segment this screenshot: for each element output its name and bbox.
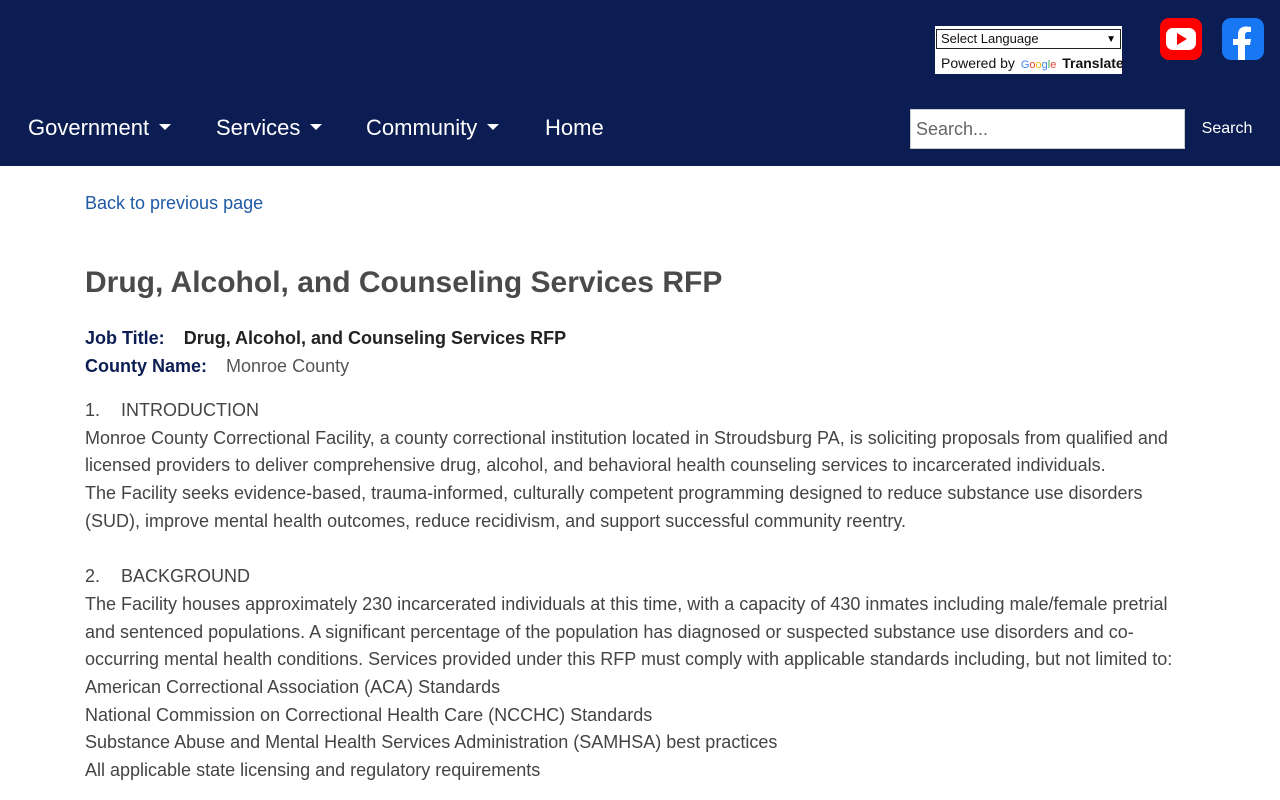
section-number: 1. (85, 400, 101, 420)
nav-item-community[interactable] (366, 108, 499, 148)
job-title-value: Drug, Alcohol, and Counseling Services RFP (183, 328, 567, 348)
caret-down-icon (310, 124, 322, 130)
rfp-body (85, 397, 1195, 785)
county-name-value: Monroe County (226, 356, 350, 376)
page-title: Drug, Alcohol, and Counseling Services RFP (85, 266, 723, 299)
nav-item-home[interactable] (545, 108, 604, 148)
nav-item-services[interactable] (216, 108, 322, 148)
powered-by-google-translate[interactable] (941, 55, 1124, 71)
nav-item-government[interactable] (28, 108, 171, 148)
nav-item-label: Community (366, 115, 478, 140)
language-select-label: Select Language (941, 31, 1039, 46)
section-title: BACKGROUND (121, 566, 251, 587)
section-title: INTRODUCTION (121, 400, 259, 420)
paragraph: Monroe County Correctional Facility, a county correctional institution located in Stroudsburg PA, is soliciting proposals from qualified and licensed providers to deliver comprehensive drug, alcohol, and behavioral health counseling services to incarcerated individuals. (85, 427, 1168, 476)
county-name-row (85, 356, 349, 377)
paragraph: The Facility seeks evidence-based, trauma-informed, culturally competent programming designed to reduce substance use disorders (SUD), improve mental health outcomes, reduce recidivism, and support successful community reentry. (85, 483, 1143, 531)
facebook-icon[interactable] (1222, 18, 1264, 60)
paragraph: All applicable state licensing and regulatory requirements (85, 760, 541, 781)
chevron-down-icon: ▼ (1106, 34, 1116, 45)
main-nav (0, 108, 900, 148)
paragraph: The Facility houses approximately 230 incarcerated individuals at this time, with a capacity of 430 inmates including male/female pretrial and sentenced populations. A significant percentage of the population has diagnosed or suspected substance use disorders and co-occurring mental health conditions. Services provided under this RFP must comply with applicable standards including, but not limited to: American Correctional Association (ACA) Standards (85, 593, 1173, 698)
site-header (0, 0, 1280, 166)
powered-by-text: Powered by (941, 55, 1015, 71)
youtube-icon[interactable] (1160, 18, 1202, 60)
paragraph: Substance Abuse and Mental Health Services Administration (SAMHSA) best practices (85, 732, 778, 753)
job-title-row (85, 328, 566, 349)
caret-down-icon (159, 124, 171, 130)
section-heading (85, 397, 1195, 425)
search-input[interactable] (910, 109, 1185, 149)
translate-label: Translate (1062, 55, 1124, 71)
job-title-label: Job Title: (85, 328, 165, 348)
google-logo: Google (1020, 59, 1057, 71)
back-link[interactable]: Back to previous page (85, 193, 264, 213)
county-name-label: County Name: (85, 356, 208, 376)
nav-item-label: Home (545, 115, 604, 140)
nav-item-label: Services (216, 115, 301, 140)
section-heading (85, 563, 1195, 591)
section-number: 2. (85, 566, 101, 587)
nav-item-label: Government (28, 115, 150, 140)
spacer (85, 536, 1195, 564)
search-button[interactable]: Search (1192, 109, 1262, 149)
language-select[interactable] (936, 29, 1121, 49)
paragraph: National Commission on Correctional Health Care (NCCHC) Standards (85, 704, 653, 725)
caret-down-icon (487, 124, 499, 130)
google-translate-widget (935, 26, 1122, 74)
